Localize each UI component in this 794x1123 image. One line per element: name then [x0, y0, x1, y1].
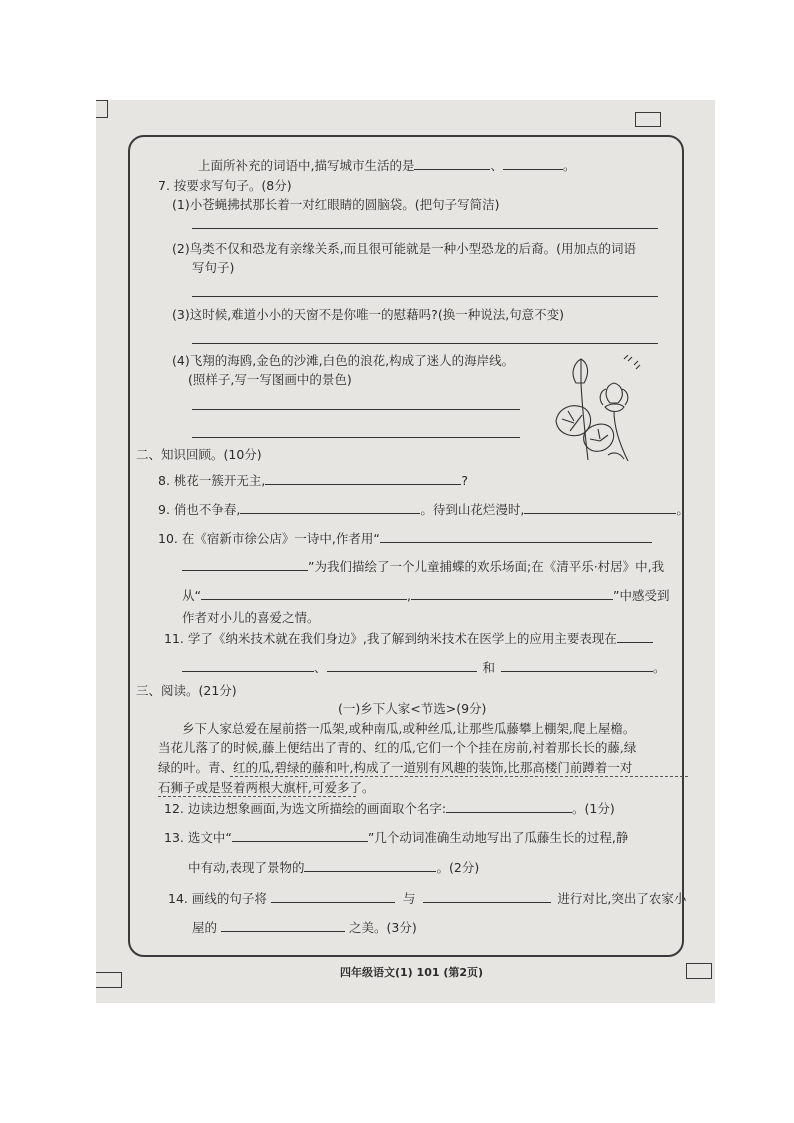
q7-s4a: (4)飞翔的海鸥,金色的沙滩,白色的浪花,构成了迷人的海岸线。 — [172, 353, 515, 368]
corner-mark-top-right — [635, 112, 661, 127]
answer-blank[interactable] — [265, 473, 461, 485]
answer-blank[interactable] — [232, 830, 368, 842]
q14-line1: 14. 画线的句子将 与 进行对比,突出了农家小 — [168, 891, 687, 906]
q9: 9. 俏也不争春, 。待到山花烂漫时, 。 — [158, 502, 689, 517]
answer-blank[interactable] — [380, 531, 652, 543]
passage-title: (一)乡下人家<节选>(9分) — [338, 701, 487, 716]
answer-line[interactable] — [192, 343, 658, 344]
q12: 12. 边读边想象画面,为选文所描绘的画面取个名字: 。(1分) — [164, 801, 615, 816]
page-footer: 四年级语文(1) 101 (第2页) — [340, 966, 484, 979]
q13-line1: 13. 选文中“ ”几个动词准确生动地写出了瓜藤生长的过程,静 — [164, 830, 629, 845]
answer-line[interactable] — [192, 296, 658, 297]
answer-blank[interactable] — [446, 801, 572, 813]
passage-line-4: 石狮子或是竖着两根大旗杆,可爱多了。 — [158, 780, 375, 795]
corner-mark-bottom-right — [686, 963, 712, 979]
answer-blank[interactable] — [503, 158, 563, 170]
q14-line2: 屋的 之美。(3分) — [192, 920, 417, 935]
answer-line[interactable] — [192, 437, 520, 438]
corner-mark-bottom-left — [96, 972, 122, 988]
q7-title: 7. 按要求写句子。(8分) — [158, 178, 292, 193]
q11-line2: 、 和 。 — [182, 660, 666, 676]
answer-blank[interactable] — [304, 860, 436, 872]
q7-s2a: (2)鸟类不仅和恐龙有亲缘关系,而且很可能就是一种小型恐龙的后裔。(用加点的词语 — [172, 241, 637, 256]
q11-line1: 11. 学了《纳米技术就在我们身边》,我了解到纳米技术在医学上的应用主要表现在 — [164, 631, 653, 647]
answer-blank[interactable] — [182, 559, 308, 571]
answer-blank[interactable] — [423, 891, 551, 903]
answer-blank[interactable] — [327, 660, 477, 672]
q10-line2: ”为我们描绘了一个儿童捕蝶的欢乐场面;在《清平乐·村居》中,我 — [182, 559, 664, 575]
corner-mark-top-left — [96, 100, 108, 118]
lotus-drawing-icon — [548, 355, 656, 465]
answer-blank[interactable] — [182, 660, 314, 672]
q7-s3: (3)这时候,难道小小的天窗不是你唯一的慰藉吗?(换一种说法,句意不变) — [172, 307, 565, 322]
q8: 8. 桃花一簇开无主, ? — [158, 473, 469, 488]
answer-blank[interactable] — [271, 891, 395, 903]
answer-line[interactable] — [192, 228, 658, 229]
passage-line-3: 绿的叶。青、红的瓜,碧绿的藤和叶,构成了一道别有风趣的装饰,比那高楼门前蹲着一对 — [158, 760, 633, 775]
underline-marker — [230, 776, 688, 777]
q10-line3: 从“ , ”中感受到 — [182, 588, 670, 603]
answer-blank[interactable] — [221, 920, 345, 932]
section3-title: 三、阅读。(21分) — [136, 683, 237, 698]
intro-line: 上面所补充的词语中,描写城市生活的是 、 。 — [198, 158, 576, 173]
answer-blank[interactable] — [617, 631, 653, 643]
answer-blank[interactable] — [240, 502, 420, 514]
underline-marker — [158, 796, 356, 797]
passage-line-2: 当花儿落了的时候,藤上便结出了青的、红的瓜,它们一个个挂在房前,衬着那长长的藤,绿 — [158, 740, 637, 755]
answer-blank[interactable] — [414, 158, 490, 170]
exam-page — [96, 100, 715, 1003]
q7-s2b: 写句子) — [192, 260, 235, 275]
q10-line4: 作者对小儿的喜爱之情。 — [182, 610, 320, 625]
answer-line[interactable] — [192, 409, 520, 410]
passage-line-1: 乡下人家总爱在屋前搭一瓜架,或种南瓜,或种丝瓜,让那些瓜藤攀上棚架,爬上屋檐。 — [182, 721, 636, 736]
answer-blank[interactable] — [501, 660, 653, 672]
q7-s1: (1)小苍蝇拂拭那长着一对红眼睛的圆脑袋。(把句子写简洁) — [172, 197, 500, 212]
section2-title: 二、知识回顾。(10分) — [136, 447, 262, 462]
answer-blank[interactable] — [201, 588, 407, 600]
answer-blank[interactable] — [411, 588, 613, 600]
q10-line1: 10. 在《宿新市徐公店》一诗中,作者用“ — [158, 531, 652, 547]
q13-line2: 中有动,表现了景物的 。(2分) — [188, 860, 480, 875]
answer-blank[interactable] — [524, 502, 676, 514]
q7-s4b: (照样子,写一写图画中的景色) — [188, 372, 352, 387]
